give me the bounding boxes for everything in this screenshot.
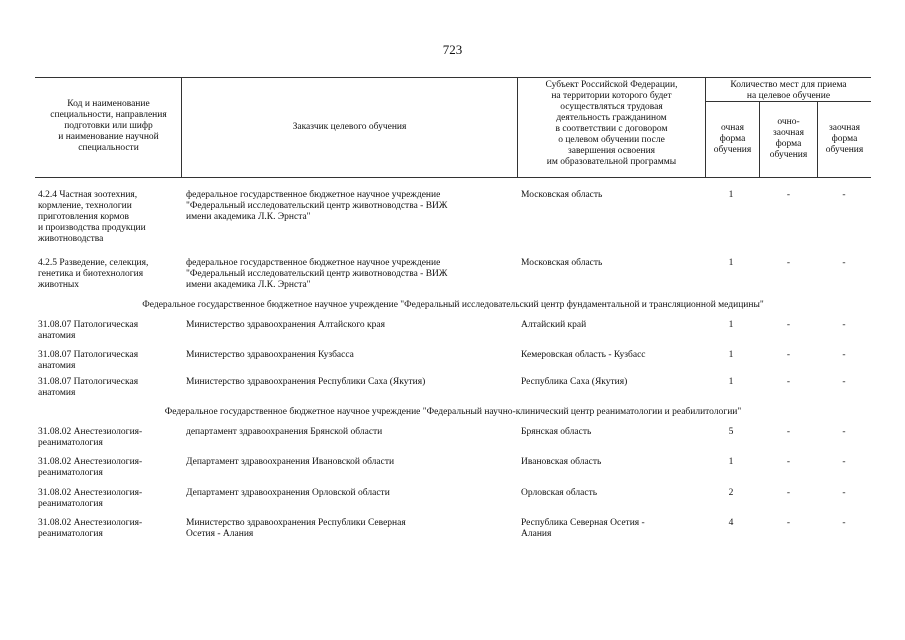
row-customer: Министерство здравоохранения Алтайского края	[186, 320, 385, 330]
table-top-rule	[35, 77, 871, 78]
header-extramural: заочная форма обучения	[825, 123, 864, 155]
row-part-time: -	[786, 320, 791, 330]
row-region: Республика Саха (Якутия)	[521, 377, 628, 387]
row-customer: Департамент здравоохранения Ивановской области	[186, 457, 395, 467]
row-extramural: -	[842, 377, 846, 387]
row-extramural: -	[842, 190, 846, 200]
row-region: Алтайский край	[521, 320, 587, 330]
row-full-time: 4	[728, 518, 734, 528]
row-region: Ивановская область	[521, 457, 602, 467]
row-full-time: 1	[728, 320, 734, 330]
row-code: 4.2.4 Частная зоотехния, кормление, технологии приготовления кормов и производства продукции животноводства	[38, 190, 146, 244]
row-extramural: -	[842, 427, 846, 437]
row-code: 31.08.07 Патологическая анатомия	[38, 350, 139, 371]
row-extramural: -	[842, 320, 846, 330]
row-full-time: 1	[728, 350, 734, 360]
header-part-time: очно- заочная форма обучения	[769, 117, 808, 160]
row-part-time: -	[786, 350, 791, 360]
row-extramural: -	[842, 518, 846, 528]
row-code: 31.08.07 Патологическая анатомия	[38, 377, 139, 398]
row-region: Орловская область	[521, 488, 598, 498]
header-region: Субъект Российской Федерации, на территории которого будет осуществляться трудовая деятельность гражданином в соответствии с договором о целевом обучении после завершения освоения им образовательной программы	[545, 80, 678, 167]
row-extramural: -	[842, 488, 846, 498]
row-extramural: -	[842, 350, 846, 360]
row-region: Московская область	[521, 258, 603, 268]
row-full-time: 1	[728, 377, 734, 387]
row-customer: Департамент здравоохранения Орловской области	[186, 488, 390, 498]
header-code: Код и наименование специальности, направления подготовки или шифр и наименование научной специальности	[50, 99, 167, 153]
row-region: Брянская область	[521, 427, 592, 437]
group-heading: Федеральное государственное бюджетное научное учреждение "Федеральный научно-клинический центр реаниматологии и реабилитологии"	[164, 407, 742, 417]
header-full-time: очная форма обучения	[713, 123, 752, 155]
row-code: 31.08.02 Анестезиология- реаниматология	[38, 488, 143, 509]
row-customer: департамент здравоохранения Брянской области	[186, 427, 383, 437]
row-extramural: -	[842, 457, 846, 467]
row-code: 31.08.02 Анестезиология- реаниматология	[38, 457, 143, 478]
page-number: 723	[442, 42, 463, 57]
row-extramural: -	[842, 258, 846, 268]
table-header-bottom-rule	[35, 177, 871, 178]
row-part-time: -	[786, 258, 791, 268]
header-places: Количество мест для приема на целевое обучение	[730, 80, 847, 101]
row-part-time: -	[786, 457, 791, 467]
row-region: Кемеровская область - Кузбасс	[521, 350, 646, 360]
row-customer: Министерство здравоохранения Республики Саха (Якутия)	[186, 377, 426, 387]
row-part-time: -	[786, 427, 791, 437]
row-full-time: 2	[728, 488, 734, 498]
row-region: Республика Северная Осетия - Алания	[521, 518, 645, 539]
row-part-time: -	[786, 488, 791, 498]
row-code: 4.2.5 Разведение, селекция, генетика и биотехнология животных	[38, 258, 149, 290]
row-code: 31.08.07 Патологическая анатомия	[38, 320, 139, 341]
header-customer: Заказчик целевого обучения	[292, 122, 407, 132]
row-full-time: 5	[728, 427, 734, 437]
row-full-time: 1	[728, 190, 734, 200]
row-part-time: -	[786, 190, 791, 200]
row-region: Московская область	[521, 190, 603, 200]
row-full-time: 1	[728, 457, 734, 467]
row-customer: федеральное государственное бюджетное научное учреждение "Федеральный исследовательский центр животноводства - ВИЖ имени академика Л.К. Эрнста"	[186, 190, 448, 222]
row-customer: федеральное государственное бюджетное научное учреждение "Федеральный исследовательский центр животноводства - ВИЖ имени академика Л.К. Эрнста"	[186, 258, 448, 290]
row-part-time: -	[786, 518, 791, 528]
row-customer: Министерство здравоохранения Кузбасса	[186, 350, 354, 360]
row-code: 31.08.02 Анестезиология- реаниматология	[38, 518, 143, 539]
row-code: 31.08.02 Анестезиология- реаниматология	[38, 427, 143, 448]
group-heading: Федеральное государственное бюджетное научное учреждение "Федеральный исследовательский центр фундаментальной и трансляционной медицины"	[142, 300, 764, 310]
row-customer: Министерство здравоохранения Республики Северная Осетия - Алания	[186, 518, 406, 539]
row-full-time: 1	[728, 258, 734, 268]
row-part-time: -	[786, 377, 791, 387]
